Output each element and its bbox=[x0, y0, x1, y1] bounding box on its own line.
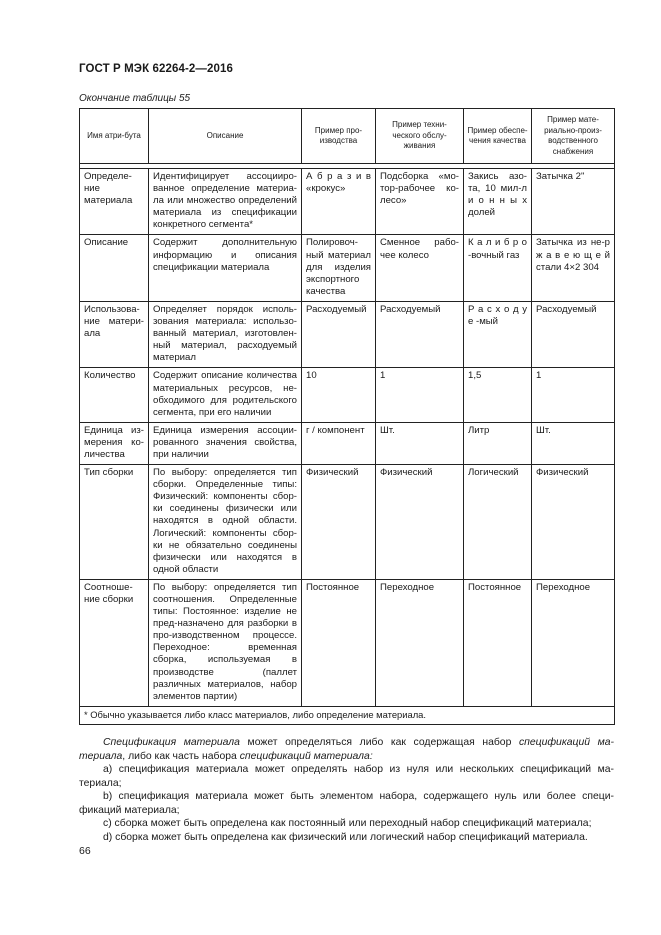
cell-supply: Затычка из не-р ж а в е ю щ е й стали 4×2 304 bbox=[532, 235, 615, 301]
list-item-b bbox=[79, 790, 614, 817]
cell-quality: 1,5 bbox=[464, 368, 532, 422]
intro-text-2: , либо как часть набора bbox=[122, 750, 240, 762]
cell-description: Единица измерения ассоции-рованного значения свойства, при наличии bbox=[149, 422, 302, 464]
intro-term-3: спецификаций материала: bbox=[239, 750, 373, 762]
cell-production: Постоянное bbox=[302, 579, 376, 706]
table-row bbox=[80, 235, 615, 301]
cell-attribute: Описание bbox=[80, 235, 149, 301]
table-row bbox=[80, 368, 615, 422]
table-footnote-row bbox=[80, 706, 615, 724]
table-header-row bbox=[80, 109, 615, 164]
cell-maintenance: Переходное bbox=[376, 579, 464, 706]
list-item-a-text: a) спецификация материала может определять набор из нуля или нескольких спецификаций ма-териала; bbox=[79, 764, 614, 789]
cell-description: Определяет порядок исполь-зования материала: использо-ванный материал, изготовлен-ный материал, расходуемый материал bbox=[149, 301, 302, 367]
cell-supply: Физический bbox=[532, 465, 615, 580]
table-row bbox=[80, 579, 615, 706]
cell-attribute: Определе-ние материала bbox=[80, 169, 149, 235]
list-item-d-text: d) сборка может быть определена как физический или логический набор спецификаций материала. bbox=[103, 832, 588, 843]
cell-attribute: Тип сборки bbox=[80, 465, 149, 580]
cell-quality: Логический bbox=[464, 465, 532, 580]
cell-quality: Постоянное bbox=[464, 579, 532, 706]
cell-supply: Затычка 2" bbox=[532, 169, 615, 235]
list-item-c-text: c) сборка может быть определена как постоянный или переходный набор спецификаций материала; bbox=[103, 818, 592, 829]
cell-description: Идентифицирует ассоцииро-ванное определение материа-ла или множество определений материала из спецификации конкретного сегмента* bbox=[149, 169, 302, 235]
cell-supply: Расходуемый bbox=[532, 301, 615, 367]
list-item-d bbox=[79, 831, 614, 845]
intro-term-1: Спецификация материала bbox=[103, 737, 240, 748]
cell-attribute: Использова-ние матери-ала bbox=[80, 301, 149, 367]
cell-production: Полировоч-ный материал для изделия экспортного качества bbox=[302, 235, 376, 301]
list-item-a bbox=[79, 763, 614, 790]
table-caption: Окончание таблицы 55 bbox=[79, 93, 191, 104]
table-row bbox=[80, 465, 615, 580]
cell-production: А б р а з и в «крокус» bbox=[302, 169, 376, 235]
cell-maintenance: Расходуемый bbox=[376, 301, 464, 367]
cell-supply: Переходное bbox=[532, 579, 615, 706]
list-item-b-text: b) спецификация материала может быть элементом набора, содержащего нуль или более специ-фикаций материала; bbox=[79, 791, 614, 816]
cell-description: По выбору: определяется тип соотношения. Определенные типы: Постоянное: изделие не пред-назначено для разборки в про-изводственном процессе. Переходное: временная сборка, используемая в производстве (паллет различных материалов, набор элементов партии) bbox=[149, 579, 302, 706]
page-number: 66 bbox=[79, 845, 91, 857]
document-header: ГОСТ Р МЭК 62264-2—2016 bbox=[79, 63, 233, 75]
cell-attribute: Единица из-мерения ко-личества bbox=[80, 422, 149, 464]
cell-maintenance: Шт. bbox=[376, 422, 464, 464]
header-production-example: Пример про-изводства bbox=[302, 109, 376, 164]
cell-description: По выбору: определяется тип сборки. Определенные типы: Физический: компоненты сбор-ки соединены физически или находятся в одной области. Логический: компоненты сбор-ки не обязательно соединены физически или находятся в одной области bbox=[149, 465, 302, 580]
cell-quality: К а л и б р о -вочный газ bbox=[464, 235, 532, 301]
cell-maintenance: Подсборка «мо-тор-рабочее ко-лесо» bbox=[376, 169, 464, 235]
cell-attribute: Количество bbox=[80, 368, 149, 422]
cell-production: 10 bbox=[302, 368, 376, 422]
header-description: Описание bbox=[149, 109, 302, 164]
cell-quality: Р а с х о д у е -мый bbox=[464, 301, 532, 367]
cell-maintenance: 1 bbox=[376, 368, 464, 422]
header-quality-example: Пример обеспе-чения качества bbox=[464, 109, 532, 164]
cell-production: г / компонент bbox=[302, 422, 376, 464]
table-row bbox=[80, 301, 615, 367]
table-row bbox=[80, 169, 615, 235]
intro-term-2: спецификаций ма-териала bbox=[79, 737, 614, 762]
specification-table bbox=[79, 108, 615, 725]
cell-attribute: Соотноше-ние сборки bbox=[80, 579, 149, 706]
table-row bbox=[80, 422, 615, 464]
list-item-c bbox=[79, 817, 614, 831]
cell-quality: Литр bbox=[464, 422, 532, 464]
cell-supply: Шт. bbox=[532, 422, 615, 464]
paragraph-intro bbox=[79, 736, 614, 763]
header-maintenance-example: Пример техни-ческого обслу-живания bbox=[376, 109, 464, 164]
cell-description: Содержит описание количества материальных ресурсов, не-обходимого для родительского сегмента, при его наличии bbox=[149, 368, 302, 422]
cell-production: Физический bbox=[302, 465, 376, 580]
header-attribute-name: Имя атри-бута bbox=[80, 109, 149, 164]
cell-production: Расходуемый bbox=[302, 301, 376, 367]
intro-text-1: может определяться либо как содержащая набор bbox=[239, 737, 519, 748]
cell-quality: Закись азо-та, 10 мил-л и о н н ы х долей bbox=[464, 169, 532, 235]
header-supply-example: Пример мате-риально-произ-водственного снабжения bbox=[532, 109, 615, 164]
table-footnote: * Обычно указывается либо класс материалов, либо определение материала. bbox=[80, 706, 615, 724]
cell-description: Содержит дополнительную информацию и описания спецификации материала bbox=[149, 235, 302, 301]
cell-maintenance: Физический bbox=[376, 465, 464, 580]
cell-maintenance: Сменное рабо-чее колесо bbox=[376, 235, 464, 301]
cell-supply: 1 bbox=[532, 368, 615, 422]
